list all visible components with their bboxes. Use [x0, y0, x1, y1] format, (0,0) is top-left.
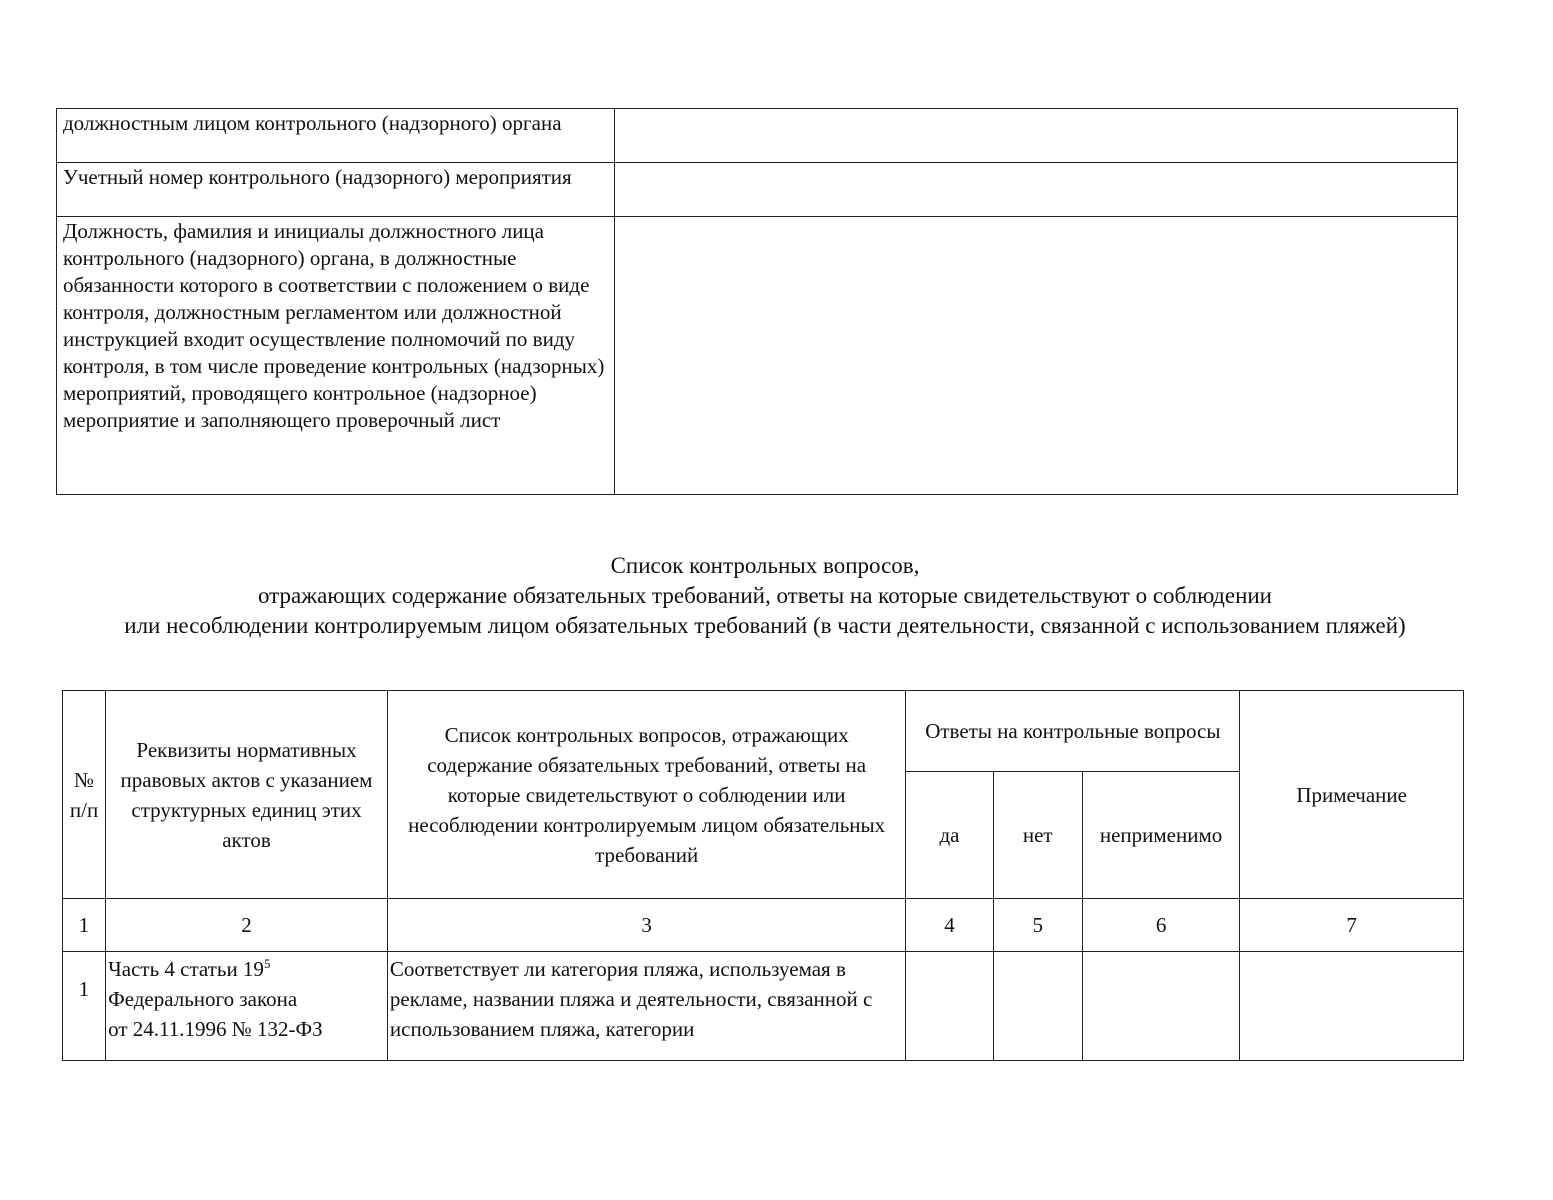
info-label: Учетный номер контрольного (надзорного) мероприятия [57, 163, 615, 217]
column-number: 1 [63, 899, 106, 952]
column-number: 7 [1240, 899, 1464, 952]
row-requisites [106, 952, 388, 1061]
row-question: Соответствует ли категория пляжа, используемая в рекламе, названии пляжа и деятельности, связанной с использованием пляжа, категории [387, 952, 905, 1061]
info-row [57, 109, 1458, 163]
info-row [57, 217, 1458, 495]
column-number: 3 [387, 899, 905, 952]
column-number: 6 [1082, 899, 1239, 952]
requisite-part2: Федерального закона [108, 987, 298, 1011]
title-line-3: или несоблюдении контролируемым лицом обязательных требований (в части деятельности, связанной с использованием пляжей) [124, 613, 1406, 638]
table-row [63, 952, 1464, 1061]
info-row [57, 163, 1458, 217]
info-label: Должность, фамилия и инициалы должностного лица контрольного (надзорного) органа, в должностные обязанности которого в соответствии с положением о виде контроля, должностным регламентом или должностной инструкцией входит осуществление полномочий по виду контроля, в том числе проведение контрольных (надзорных) мероприятий, проводящего контрольное (надзорное) мероприятие и заполняющего проверочный лист [57, 217, 615, 495]
note-cell[interactable] [1240, 952, 1464, 1061]
column-number: 4 [906, 899, 993, 952]
info-value[interactable] [615, 109, 1458, 163]
header-questions: Список контрольных вопросов, отражающих содержание обязательных требований, ответы на которые свидетельствуют о соблюдении или несоблюдении контролируемым лицом обязательных требований [387, 691, 905, 899]
checklist-table [62, 690, 1464, 1061]
info-table [56, 108, 1458, 495]
info-value[interactable] [615, 163, 1458, 217]
header-answers-group: Ответы на контрольные вопросы [906, 691, 1240, 772]
info-value[interactable] [615, 217, 1458, 495]
row-number: 1 [63, 952, 106, 1061]
header-num: № п/п [63, 691, 106, 899]
column-numbers-row [63, 899, 1464, 952]
header-requisites: Реквизиты нормативных правовых актов с указанием структурных единиц этих актов [106, 691, 388, 899]
answer-na-cell[interactable] [1082, 952, 1239, 1061]
header-no: нет [993, 772, 1082, 899]
title-line-1: Список контрольных вопросов, [610, 553, 920, 578]
header-note: Примечание [1240, 691, 1464, 899]
answer-yes-cell[interactable] [906, 952, 993, 1061]
requisite-part3: от 24.11.1996 № 132-ФЗ [108, 1017, 323, 1041]
answer-no-cell[interactable] [993, 952, 1082, 1061]
header-row [63, 691, 1464, 772]
header-not-applicable: неприменимо [1082, 772, 1239, 899]
requisite-part1: Часть 4 статьи 19 [108, 957, 264, 981]
section-title [60, 551, 1470, 641]
requisite-superscript: 5 [263, 956, 271, 971]
column-number: 2 [106, 899, 388, 952]
column-number: 5 [993, 899, 1082, 952]
info-label: должностным лицом контрольного (надзорного) органа [57, 109, 615, 163]
title-line-2: отражающих содержание обязательных требований, ответы на которые свидетельствуют о соблюдении [257, 583, 1272, 608]
header-yes: да [906, 772, 993, 899]
